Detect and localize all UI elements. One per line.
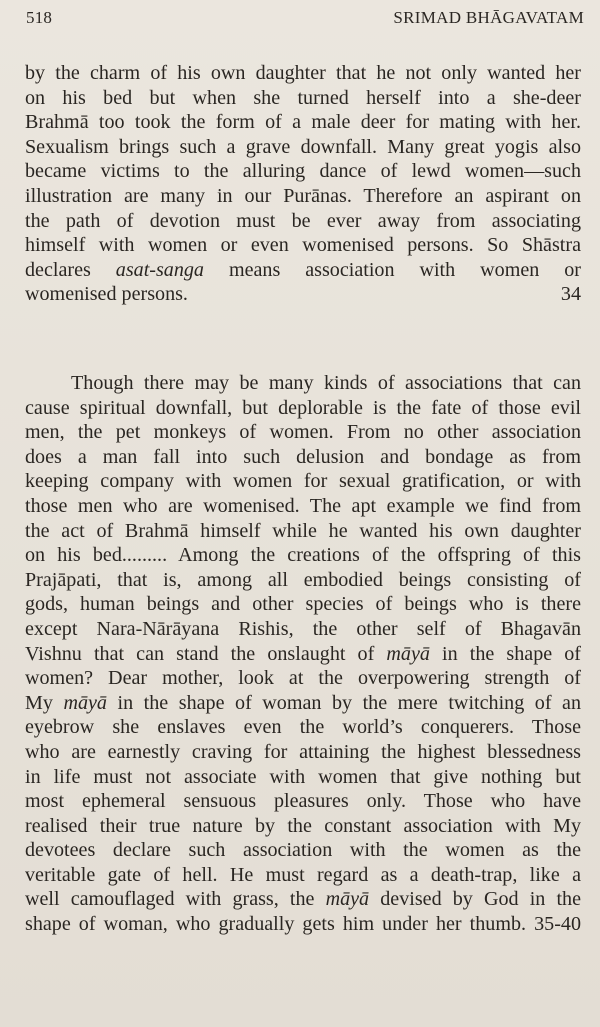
- text-line: devotees declare such association with the women as the: [25, 839, 581, 862]
- text-line: those men who are womenised. The apt example we find from: [25, 494, 581, 517]
- text-line: Though there may be many kinds of associations that can: [71, 372, 581, 394]
- italic-term: māyā: [386, 642, 430, 665]
- text-line: the path of devotion must be ever away from associating: [25, 209, 581, 232]
- italic-term: māyā: [63, 691, 107, 714]
- text-line: illustration are many in our Purānas. Therefore an aspirant on: [25, 184, 581, 207]
- text-line: on his bed but when she turned herself into a she-deer: [25, 86, 581, 109]
- text-line-with-italic: [25, 691, 581, 716]
- italic-term: asat-sanga: [115, 258, 204, 281]
- text-segment: declares: [25, 258, 116, 281]
- verse-reference: 34: [560, 283, 581, 306]
- text-line: by the charm of his own daughter that he not only wanted her: [25, 62, 581, 84]
- text-segment: devised by God in the: [369, 888, 581, 911]
- text-line: Sexualism brings such a grave downfall. Many great yogis also: [25, 135, 581, 158]
- text-segment: in the shape of: [429, 642, 581, 665]
- text-line: women? Dear mother, look at the overpowering strength of: [25, 667, 581, 690]
- text-line: the act of Brahmā himself while he wanted his own daughter: [25, 519, 581, 542]
- text-line: veritable gate of hell. He must regard as a death-trap, like a: [25, 863, 581, 886]
- page-number: 518: [26, 8, 53, 27]
- text-segment: Vishnu that can stand the onslaught of: [25, 642, 387, 665]
- text-line-with-italic: [25, 887, 581, 912]
- text-line: eyebrow she enslaves even the world’s conquerers. Those: [25, 716, 581, 739]
- text-line: does a man fall into such delusion and bondage as from: [25, 445, 581, 468]
- text-line-with-italic: [25, 258, 581, 283]
- text-line: except Nara-Nārāyana Rishis, the other self of Bhagavān: [25, 617, 581, 640]
- paragraph-verses-35-40: [25, 371, 581, 937]
- text-line: womenised persons.: [25, 283, 188, 306]
- paragraph-verse-34: [25, 61, 581, 307]
- text-line: who are earnestly craving for attaining the highest blessedness: [25, 740, 581, 763]
- text-line-with-italic: [25, 642, 581, 667]
- text-line: on his bed......... Among the creations of the offspring of this: [25, 544, 581, 567]
- text-line: keeping company with women for sexual gratification, or with: [25, 470, 581, 493]
- text-line: men, the pet monkeys of women. From no other association: [25, 421, 581, 444]
- text-line: gods, human beings and other species of beings who is there: [25, 593, 581, 616]
- running-title: SRIMAD BHĀGAVATAM: [393, 8, 584, 27]
- text-line-with-reference: shape of woman, who gradually gets him under her thumb. 35-40: [25, 913, 581, 936]
- text-segment: in the shape of woman by the mere twitching of an: [106, 691, 581, 714]
- text-line: cause spiritual downfall, but deplorable is the fate of those evil: [25, 396, 581, 419]
- text-line: himself with women or even womenised persons. So Shāstra: [25, 234, 581, 257]
- text-line: Brahmā too took the form of a male deer for mating with her.: [25, 111, 581, 134]
- text-segment: well camouflaged with grass, the: [25, 888, 326, 911]
- text-line: became victims to the alluring dance of lewd women—such: [25, 160, 581, 183]
- italic-term: māyā: [325, 888, 370, 911]
- page-header: [26, 8, 584, 38]
- text-segment: means association with women or: [203, 258, 581, 281]
- closing-line: [25, 282, 581, 307]
- text-line: realised their true nature by the constant association with My: [25, 814, 581, 837]
- text-line: most ephemeral sensuous pleasures only. Those who have: [25, 790, 581, 813]
- text-segment: My: [25, 691, 64, 714]
- text-line: Prajāpati, that is, among all embodied beings consisting of: [25, 568, 581, 591]
- text-line: in life must not associate with women that give nothing but: [25, 765, 581, 788]
